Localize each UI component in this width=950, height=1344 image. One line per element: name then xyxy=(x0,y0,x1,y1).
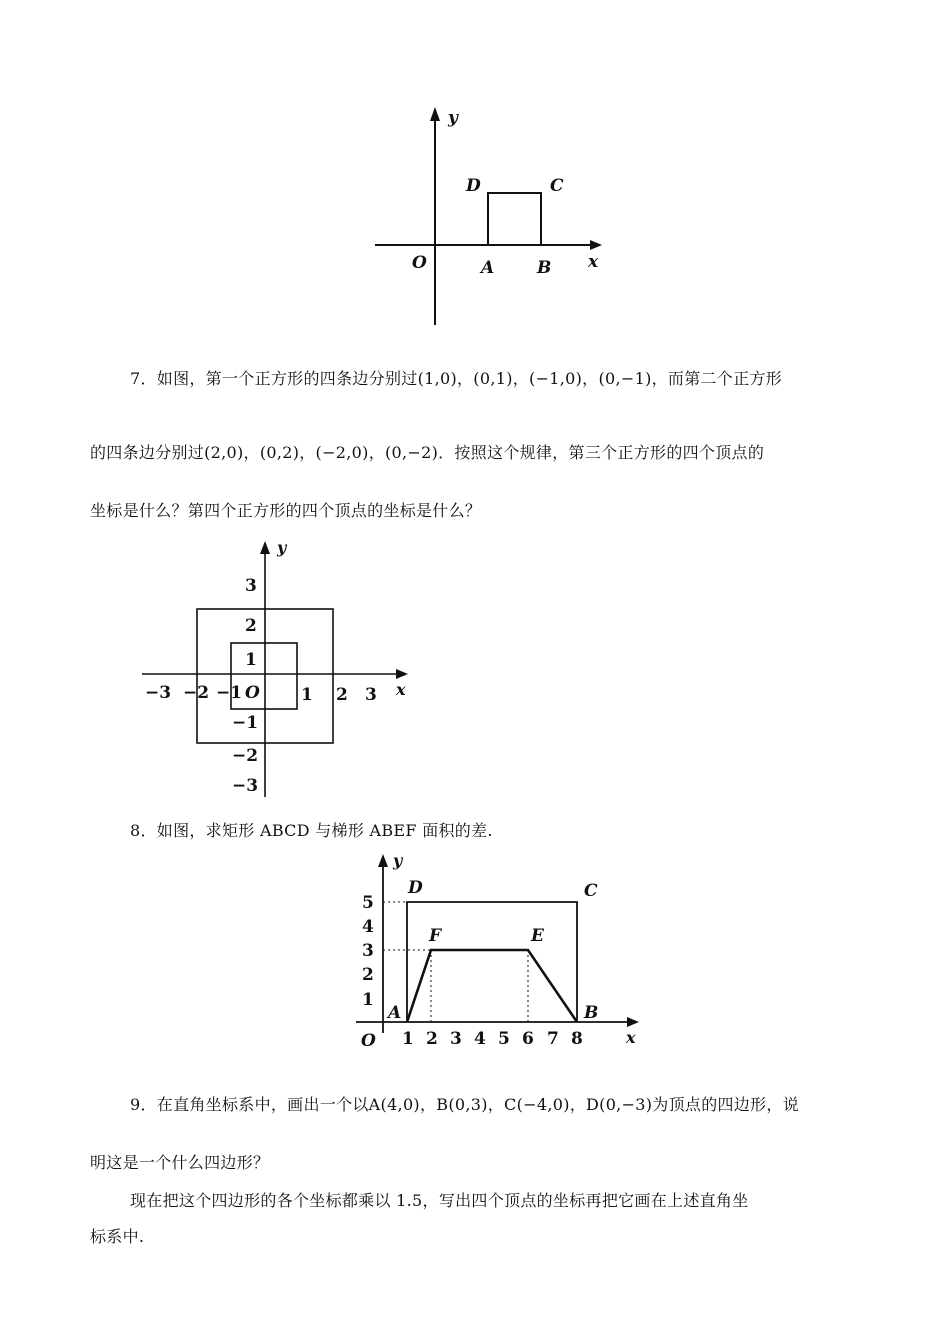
y-tick-4: 4 xyxy=(362,917,374,937)
y-tick-1: 1 xyxy=(362,990,374,1010)
q7-line-1: 7．如图，第一个正方形的四条边分别过(1,0)，(0,1)，(−1,0)，(0,−1)，而第二个正方形 xyxy=(130,369,783,388)
square-abcd xyxy=(488,193,541,245)
y-tick-3: 3 xyxy=(245,576,257,596)
point-d-label: D xyxy=(466,176,481,196)
x-tick-3: 3 xyxy=(450,1029,462,1049)
q8-line-1: 8．如图，求矩形 ABCD 与梯形 ABEF 面积的差. xyxy=(130,821,493,840)
x-axis-arrow xyxy=(627,1017,639,1027)
x-tick-2: 2 xyxy=(426,1029,438,1049)
y-axis-arrow xyxy=(260,541,270,554)
point-c-label: C xyxy=(584,881,598,901)
point-d-label: D xyxy=(408,878,423,898)
x-tick-5: 5 xyxy=(498,1029,510,1049)
y-tick-neg2: −2 xyxy=(232,746,259,766)
point-b-label: B xyxy=(584,1003,599,1023)
x-tick-8: 8 xyxy=(571,1029,583,1049)
figure-nested-squares xyxy=(140,535,420,800)
x-tick-neg3: −3 xyxy=(145,683,172,703)
y-axis-label: y xyxy=(393,851,403,870)
x-tick-2: 2 xyxy=(336,685,348,705)
x-tick-6: 6 xyxy=(522,1029,534,1049)
y-axis-arrow xyxy=(378,854,388,867)
origin-label: O xyxy=(412,253,427,273)
y-tick-neg3: −3 xyxy=(232,776,259,796)
rectangle-abcd xyxy=(407,902,577,1022)
trapezoid-abef xyxy=(407,950,577,1022)
x-tick-1: 1 xyxy=(402,1029,414,1049)
x-axis-label: x xyxy=(626,1028,636,1047)
x-axis-arrow xyxy=(396,669,408,679)
x-axis-label: x xyxy=(588,252,599,272)
y-axis-label: y xyxy=(448,108,458,128)
y-axis-label: y xyxy=(277,538,287,557)
x-axis-arrow xyxy=(590,240,602,250)
q9-line-4: 标系中. xyxy=(90,1227,145,1246)
x-axis-label: x xyxy=(396,680,406,699)
point-b-label: B xyxy=(537,258,552,278)
y-tick-2: 2 xyxy=(362,965,374,985)
point-a-label: A xyxy=(388,1003,402,1023)
y-tick-3: 3 xyxy=(362,941,374,961)
x-tick-3: 3 xyxy=(365,685,377,705)
point-f-label: F xyxy=(429,926,442,946)
figure-square-abcd xyxy=(360,95,620,335)
point-a-label: A xyxy=(481,258,495,278)
origin-label: O xyxy=(361,1031,376,1051)
y-tick-2: 2 xyxy=(245,616,257,636)
y-tick-1: 1 xyxy=(245,650,257,670)
x-tick-7: 7 xyxy=(547,1029,559,1049)
point-c-label: C xyxy=(550,176,564,196)
x-tick-neg1: −1 xyxy=(216,683,243,703)
y-tick-neg1: −1 xyxy=(232,713,259,733)
figure-rectangle-trapezoid xyxy=(350,848,650,1058)
q7-line-2: 的四条边分别过(2,0)，(0,2)，(−2,0)，(0,−2)．按照这个规律，第三个正方形的四个顶点的 xyxy=(90,443,765,462)
q9-line-3: 现在把这个四边形的各个坐标都乘以 1.5，写出四个顶点的坐标再把它画在上述直角坐 xyxy=(130,1191,749,1210)
q9-line-2: 明这是一个什么四边形？ xyxy=(90,1153,270,1172)
x-tick-neg2: −2 xyxy=(183,683,210,703)
origin-label: O xyxy=(245,683,260,703)
y-axis-arrow xyxy=(430,107,440,121)
x-tick-4: 4 xyxy=(474,1029,486,1049)
x-tick-1: 1 xyxy=(301,685,313,705)
point-e-label: E xyxy=(531,926,544,946)
q7-line-3: 坐标是什么？第四个正方形的四个顶点的坐标是什么？ xyxy=(90,501,482,520)
y-tick-5: 5 xyxy=(362,893,374,913)
q9-line-1: 9．在直角坐标系中，画出一个以A(4,0)，B(0,3)，C(−4,0)，D(0,−3)为顶点的四边形，说 xyxy=(130,1095,799,1114)
